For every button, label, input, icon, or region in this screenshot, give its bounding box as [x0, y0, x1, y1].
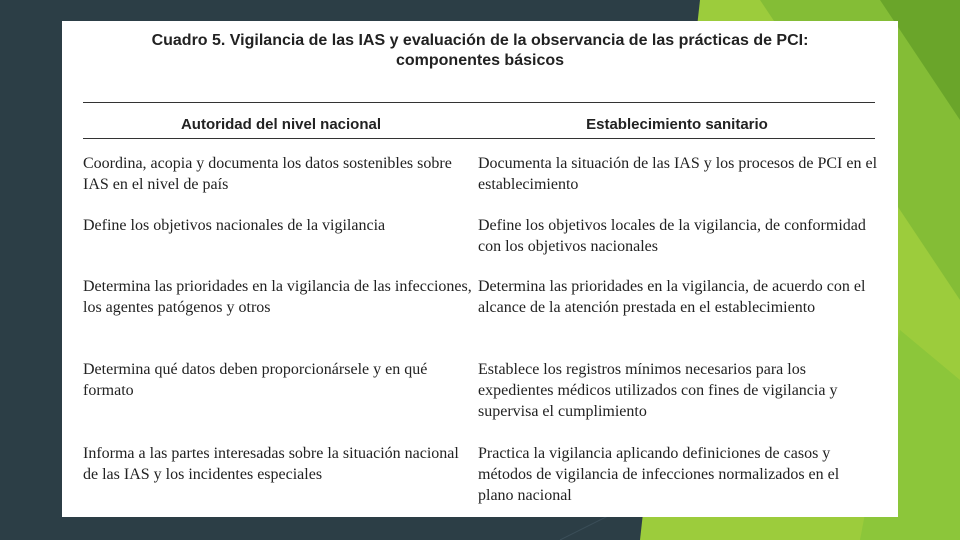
header-rule	[83, 138, 875, 139]
row-3-facility: Determina las prioridades en la vigilancia, de acuerdo con el alcance de la atención prestada en el establecimiento	[478, 278, 866, 316]
row-5-national: Informa a las partes interesadas sobre la situación nacional de las IAS y los incidentes especiales	[83, 445, 459, 483]
table-title-line1: Cuadro 5. Vigilancia de las IAS y evaluación de la observancia de las prácticas de PCI:	[151, 32, 809, 49]
column-header-facility: Establecimiento sanitario	[586, 116, 768, 133]
column-header-national: Autoridad del nivel nacional	[180, 116, 382, 133]
row-2-national: Define los objetivos nacionales de la vigilancia	[83, 217, 386, 234]
row-4-facility: Establece los registros mínimos necesarios para los expedientes médicos utilizados con fines de vigilancia y supervisa el cumplimiento	[478, 361, 838, 420]
row-2-facility: Define los objetivos locales de la vigilancia, de conformidad con los objetivos nacionales	[478, 217, 866, 255]
row-1-national: Coordina, acopia y documenta los datos sostenibles sobre IAS en el nivel de país	[83, 155, 452, 193]
row-4-national: Determina qué datos deben proporcionársele y en qué formato	[83, 361, 428, 399]
row-5-facility: Practica la vigilancia aplicando definiciones de casos y métodos de vigilancia de infecciones normalizados en el plano nacional	[478, 445, 840, 504]
top-rule	[83, 102, 875, 103]
table-title-line2: componentes básicos	[395, 52, 565, 69]
row-1-facility: Documenta la situación de las IAS y los procesos de PCI en el establecimiento	[478, 155, 878, 193]
table-title	[62, 31, 898, 71]
row-3-national: Determina las prioridades en la vigilancia de las infecciones, los agentes patógenos y otros	[83, 278, 472, 316]
table-card	[62, 21, 898, 517]
